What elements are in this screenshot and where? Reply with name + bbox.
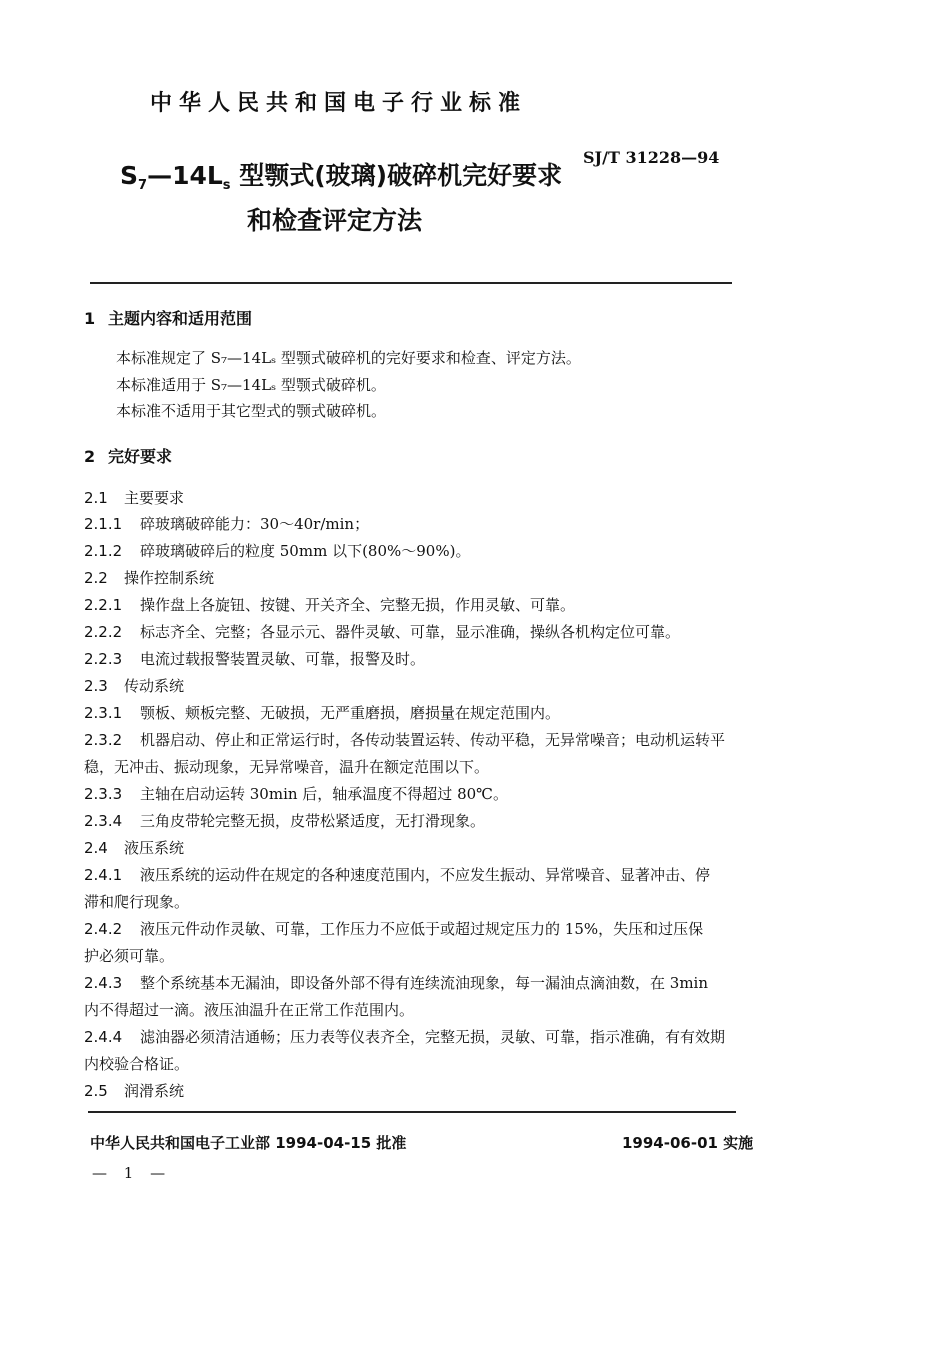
clause: [84, 702, 560, 723]
document-title-line1: [120, 156, 562, 192]
clause: [84, 729, 725, 750]
clause: [84, 783, 508, 804]
clause: [84, 567, 214, 588]
clause-text: 滤油器必须清洁通畅；压力表等仪表齐全，完整无损，灵敏、可靠，指示准确，有有效期: [140, 1028, 726, 1046]
section-2-number: 2: [84, 447, 96, 466]
clause-text: 整个系统基本无漏油，即设备外部不得有连续流油现象，每一漏油点滴油数，在 3min: [140, 974, 708, 992]
clause-text: 润滑系统: [124, 1082, 185, 1100]
clause-number: 2.4: [84, 839, 108, 857]
clause-continuation: 内不得超过一滴。液压油温升在正常工作范围内。: [84, 1001, 415, 1019]
clause-continuation: 滞和爬行现象。: [84, 893, 190, 911]
clause-number: 2.1.1: [84, 515, 123, 533]
clause: [84, 675, 184, 696]
clause-number: 2.4.2: [84, 920, 123, 938]
header-divider: [90, 282, 732, 284]
standard-code: SJ/T 31228—94: [583, 148, 720, 167]
clause: [84, 1026, 725, 1047]
title-sub-s: s: [222, 178, 231, 193]
clause: [84, 972, 708, 993]
clause: [84, 621, 680, 642]
clause: [84, 918, 703, 939]
section-1-paragraph: 本标准适用于 S₇—14Lₛ 型颚式破碎机。: [116, 376, 386, 394]
section-2-heading: [84, 444, 172, 467]
clause-text: 碎玻璃破碎能力：30～40r/min；: [140, 515, 370, 533]
issuer-heading: 中华人民共和国电子行业标准: [150, 91, 528, 116]
title-sub7: 7: [138, 178, 148, 193]
footer-divider: [88, 1111, 736, 1113]
section-1-paragraph: 本标准不适用于其它型式的颚式破碎机。: [116, 402, 387, 420]
clause-number: 2.1.2: [84, 542, 123, 560]
clause-number: 2.2.3: [84, 650, 123, 668]
section-2-title: 完好要求: [108, 447, 173, 466]
clause-number: 2.3.1: [84, 704, 123, 722]
clause-text: 液压系统: [124, 839, 185, 857]
clause-number: 2.3: [84, 677, 108, 695]
clause-number: 2.4.3: [84, 974, 123, 992]
clause-number: 2.2: [84, 569, 108, 587]
clause: [84, 810, 485, 831]
section-1-number: 1: [84, 309, 96, 328]
clause-text: 电流过载报警装置灵敏、可靠，报警及时。: [140, 650, 426, 668]
clause-text: 颚板、颊板完整、无破损，无严重磨损，磨损量在规定范围内。: [140, 704, 561, 722]
clause-text: 液压系统的运动件在规定的各种速度范围内，不应发生振动、异常噪音、显著冲击、停: [140, 866, 711, 884]
implementation-date: 1994-06-01 实施: [622, 1134, 754, 1152]
clause-continuation: 内校验合格证。: [84, 1055, 190, 1073]
clause-text: 传动系统: [124, 677, 185, 695]
document-title-line2: 和检查评定方法: [247, 206, 423, 235]
clause: [84, 513, 369, 534]
clause-text: 操作盘上各旋钮、按键、开关齐全、完整无损，作用灵敏、可靠。: [140, 596, 576, 614]
section-1-heading: [84, 306, 252, 329]
clause-number: 2.2.1: [84, 596, 123, 614]
page-number: — 1 —: [92, 1164, 172, 1182]
clause-number: 2.4.4: [84, 1028, 123, 1046]
clause-continuation: 护必须可靠。: [84, 947, 175, 965]
clause: [84, 540, 470, 561]
clause: [84, 1080, 184, 1101]
clause-continuation: 稳，无冲击、振动现象，无异常噪音，温升在额定范围以下。: [84, 758, 490, 776]
clause: [84, 487, 184, 508]
section-1-title: 主题内容和适用范围: [108, 309, 253, 328]
clause: [84, 648, 425, 669]
clause-number: 2.1: [84, 489, 108, 507]
section-1-paragraph: 本标准规定了 S₇—14Lₛ 型颚式破碎机的完好要求和检查、评定方法。: [116, 349, 581, 367]
title-mid: —14L: [147, 161, 223, 190]
clause-text: 三角皮带轮完整无损，皮带松紧适度，无打滑现象。: [140, 812, 486, 830]
clause-text: 主轴在启动运转 30min 后，轴承温度不得超过 80℃。: [140, 785, 508, 803]
clause-text: 机器启动、停止和正常运行时，各传动装置运转、传动平稳，无异常噪音；电动机运转平: [140, 731, 726, 749]
title-rest: 型颚式(玻璃)破碎机完好要求: [230, 161, 563, 190]
clause: [84, 837, 184, 858]
approval-note: 中华人民共和国电子工业部 1994-04-15 批准: [90, 1134, 407, 1152]
clause: [84, 594, 575, 615]
clause-number: 2.5: [84, 1082, 108, 1100]
clause-text: 操作控制系统: [124, 569, 215, 587]
title-s: S: [120, 161, 139, 190]
clause-number: 2.2.2: [84, 623, 123, 641]
clause-text: 主要要求: [124, 489, 185, 507]
clause-number: 2.3.4: [84, 812, 123, 830]
clause-text: 液压元件动作灵敏、可靠，工作压力不应低于或超过规定压力的 15%，失压和过压保: [140, 920, 704, 938]
clause-number: 2.3.3: [84, 785, 123, 803]
clause: [84, 864, 710, 885]
clause-number: 2.4.1: [84, 866, 123, 884]
clause-number: 2.3.2: [84, 731, 123, 749]
clause-text: 标志齐全、完整；各显示元、器件灵敏、可靠，显示准确，操纵各机构定位可靠。: [140, 623, 681, 641]
clause-text: 碎玻璃破碎后的粒度 50mm 以下(80%～90%)。: [140, 542, 471, 560]
